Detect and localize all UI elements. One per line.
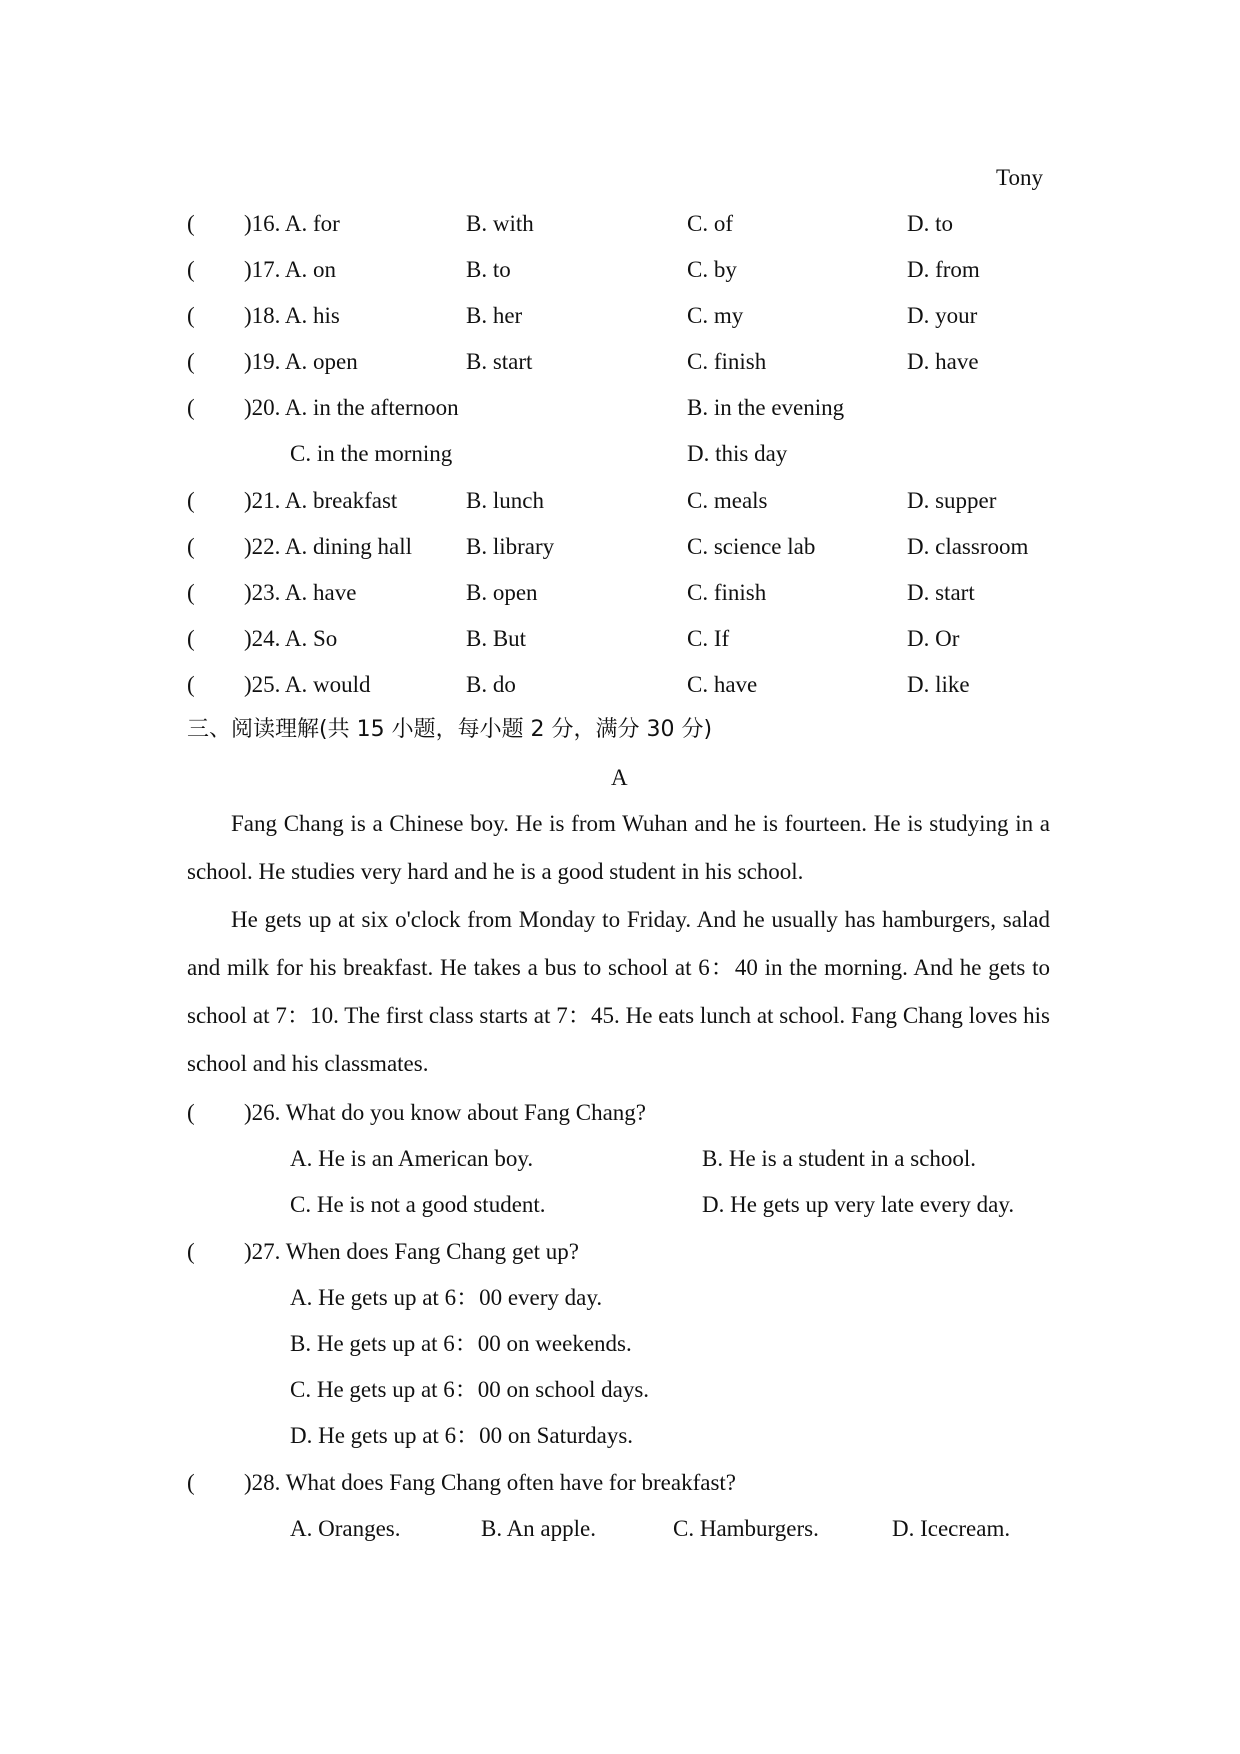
- option-d: D. like: [907, 672, 970, 697]
- question-22: )22. A. dining hall: [244, 534, 413, 559]
- question-24: )24. A. So: [244, 626, 338, 651]
- option-d: D. from: [907, 257, 980, 282]
- option-b: B. He gets up at 6：00 on weekends.: [290, 1331, 632, 1356]
- option-d: D. He gets up at 6：00 on Saturdays.: [290, 1423, 634, 1448]
- option-b: B. with: [466, 211, 534, 236]
- question-26: )26. What do you know about Fang Chang?: [244, 1100, 647, 1125]
- option-b: B. to: [466, 257, 511, 282]
- option-c: C. finish: [687, 580, 767, 605]
- question-25: )25. A. would: [244, 672, 371, 697]
- option-c: C. by: [687, 257, 737, 282]
- answer-paren: (: [187, 488, 195, 513]
- answer-paren: (: [187, 1239, 195, 1264]
- option-d: D. to: [907, 211, 953, 236]
- option-a: A. He gets up at 6：00 every day.: [290, 1285, 603, 1310]
- option-c: C. He gets up at 6：00 on school days.: [290, 1377, 650, 1402]
- question-19: )19. A. open: [244, 349, 358, 374]
- option-b: B. do: [466, 672, 516, 697]
- answer-paren: (: [187, 211, 195, 236]
- passage-paragraph-2: He gets up at six o'clock from Monday to Friday. And he usually has hamburgers, salad and milk for his breakfast. He takes a bus to school at 6：40 in the morning. And he gets to school at 7：10. The first class starts at 7：45. He eats lunch at school. Fang Chang loves his school and his classmates.: [187, 907, 1050, 1076]
- option-d: D. classroom: [907, 534, 1029, 559]
- option-c: C. He is not a good student.: [290, 1192, 546, 1217]
- option-d: D. start: [907, 580, 975, 605]
- option-a: A. He is an American boy.: [290, 1146, 534, 1171]
- option-c: C. science lab: [687, 534, 816, 559]
- question-17: )17. A. on: [244, 257, 336, 282]
- section-heading: 三、阅读理解(共 15 小题，每小题 2 分，满分 30 分): [187, 717, 713, 742]
- question-20: )20. A. in the afternoon: [244, 395, 459, 420]
- answer-paren: (: [187, 626, 195, 651]
- option-c: C. my: [687, 303, 744, 328]
- option-a: A. Oranges.: [290, 1516, 401, 1541]
- option-b: B. in the evening: [687, 395, 845, 420]
- option-c: C. finish: [687, 349, 767, 374]
- option-d: D. this day: [687, 441, 788, 466]
- question-28: )28. What does Fang Chang often have for breakfast?: [244, 1470, 736, 1495]
- passage-label: A: [611, 765, 628, 790]
- question-16: )16. A. for: [244, 211, 340, 236]
- answer-paren: (: [187, 580, 195, 605]
- option-b: B. But: [466, 626, 527, 651]
- option-d: D. have: [907, 349, 979, 374]
- question-27: )27. When does Fang Chang get up?: [244, 1239, 579, 1264]
- option-d: D. Or: [907, 626, 960, 651]
- answer-paren: (: [187, 1100, 195, 1125]
- option-b: B. library: [466, 534, 555, 559]
- answer-paren: (: [187, 395, 195, 420]
- option-b: B. An apple.: [481, 1516, 596, 1541]
- option-c: C. have: [687, 672, 758, 697]
- question-23: )23. A. have: [244, 580, 357, 605]
- option-d: D. your: [907, 303, 978, 328]
- option-d: D. He gets up very late every day.: [702, 1192, 1015, 1217]
- option-b: B. He is a student in a school.: [702, 1146, 977, 1171]
- option-b: B. open: [466, 580, 538, 605]
- option-c: C. of: [687, 211, 733, 236]
- signature: Tony: [996, 165, 1043, 190]
- question-21: )21. A. breakfast: [244, 488, 398, 513]
- option-b: B. her: [466, 303, 523, 328]
- answer-paren: (: [187, 672, 195, 697]
- option-b: B. start: [466, 349, 533, 374]
- option-c: C. Hamburgers.: [673, 1516, 819, 1541]
- answer-paren: (: [187, 349, 195, 374]
- answer-paren: (: [187, 257, 195, 282]
- answer-paren: (: [187, 1470, 195, 1495]
- question-18: )18. A. his: [244, 303, 340, 328]
- answer-paren: (: [187, 534, 195, 559]
- option-c: C. If: [687, 626, 730, 651]
- option-d: D. supper: [907, 488, 997, 513]
- passage-paragraph-1: Fang Chang is a Chinese boy. He is from Wuhan and he is fourteen. He is studying in a school. He studies very hard and he is a good student in his school.: [187, 811, 1050, 884]
- option-b: B. lunch: [466, 488, 544, 513]
- option-c: C. in the morning: [290, 441, 453, 466]
- option-d: D. Icecream.: [892, 1516, 1011, 1541]
- answer-paren: (: [187, 303, 195, 328]
- option-c: C. meals: [687, 488, 768, 513]
